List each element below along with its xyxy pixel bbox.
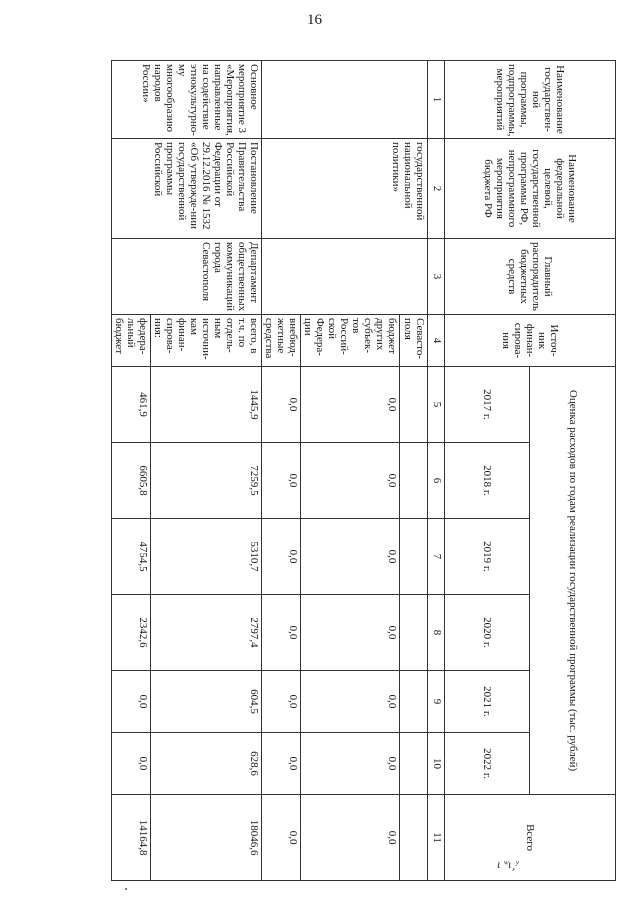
value-cell: 461,9 [112, 367, 151, 443]
program-cell: Основное мероприятие 3 «Мероприятия, направленные на содействие этнокультурно-му многообразию народов России» [112, 61, 262, 139]
main-manager-cell [262, 239, 428, 315]
col-number: 11 [428, 795, 445, 881]
header-program: Наименование государствен-ной программы, подпрограммы, мероприятий [445, 61, 616, 139]
col-number: 6 [428, 443, 445, 519]
value-cell: 6605,8 [112, 443, 151, 519]
table-row [151, 61, 262, 881]
value-cell: 0,0 [301, 443, 400, 519]
value-cell: 0,0 [301, 733, 400, 795]
value-cell: 0,0 [262, 443, 301, 519]
header-2019: 2019 г. [445, 519, 531, 595]
column-numbers-row [428, 61, 445, 881]
value-cell: 5310,7 [151, 519, 262, 595]
header-row-1 [530, 61, 616, 881]
value-cell: 1445,9 [151, 367, 262, 443]
value-cell: 0,0 [262, 367, 301, 443]
header-2022: 2022 г. [445, 733, 531, 795]
value-cell: 0,0 [262, 671, 301, 733]
col-number: 10 [428, 733, 445, 795]
header-expenditure-group: Оценка расходов по годам реализации государственной программы (тыс. рублей) [530, 367, 616, 795]
col-number: 8 [428, 595, 445, 671]
header-2018: 2018 г. [445, 443, 531, 519]
value-cell: 0,0 [301, 367, 400, 443]
value-cell: 0,0 [262, 519, 301, 595]
handwritten-mark: ι ʷι¸ʸ [497, 857, 519, 871]
value-cell: 2797,4 [151, 595, 262, 671]
value-cell: 7259,5 [151, 443, 262, 519]
value-cell: 2342,6 [112, 595, 151, 671]
value-cell: 0,0 [262, 733, 301, 795]
header-2020: 2020 г. [445, 595, 531, 671]
total-cell: 0,0 [262, 795, 301, 881]
header-main-manager: Главный распорядитель бюджетных средств [445, 239, 616, 315]
col-number: 5 [428, 367, 445, 443]
header-2017: 2017 г. [445, 367, 531, 443]
value-cell: 0,0 [112, 671, 151, 733]
value-cell: 604,5 [151, 671, 262, 733]
header-funding-source: Источ-ник финан-сирова-ния [445, 315, 616, 367]
col-number: 9 [428, 671, 445, 733]
value-cell: 0,0 [262, 595, 301, 671]
total-cell: 18046,6 [151, 795, 262, 881]
funding-source-cell: федера-льный бюджет [112, 315, 151, 367]
federal-program-cell: государственной национальной политики» [262, 139, 428, 239]
main-manager-cell: Департамент общественных коммуникаций города Севастополя [112, 239, 262, 315]
expenditure-table [111, 60, 616, 881]
col-number: 3 [428, 239, 445, 315]
funding-source-cell: бюджет других субъек-тов Россий-ской Федера-ции [301, 315, 400, 367]
page-number: 16 [307, 12, 322, 28]
col-number: 7 [428, 519, 445, 595]
value-cell: 0,0 [112, 733, 151, 795]
header-total: Всего [445, 795, 616, 881]
value-cell: 0,0 [301, 671, 400, 733]
federal-program-cell: Постановление Правительства Российской Федерации от 29.12.2016 № 1532 «Об утвержде-нии государственной программы Российской [112, 139, 262, 239]
col-number: 1 [428, 61, 445, 139]
funding-source-cell: Севасто-поля [400, 315, 428, 367]
total-cell: 14164,8 [112, 795, 151, 881]
rotated-table-wrapper [111, 60, 616, 880]
header-federal-program: Наименование федеральной целевой, государственной программы РФ, непрограммного мероприятия бюджета РФ [445, 139, 616, 239]
header-2021: 2021 г. [445, 671, 531, 733]
col-number: 2 [428, 139, 445, 239]
col-number: 4 [428, 315, 445, 367]
program-cell [262, 61, 428, 139]
value-cell: 0,0 [301, 595, 400, 671]
funding-source-cell: внебюд-жетные средства [262, 315, 301, 367]
scan-dot [125, 888, 127, 890]
value-cell: 0,0 [301, 519, 400, 595]
table-row [400, 61, 428, 881]
value-cell: 628,6 [151, 733, 262, 795]
value-cell: 4754,5 [112, 519, 151, 595]
funding-source-cell: всего, в т.ч. по отдель-ным источни-кам финан-сирова-ния: [151, 315, 262, 367]
total-cell: 0,0 [301, 795, 400, 881]
